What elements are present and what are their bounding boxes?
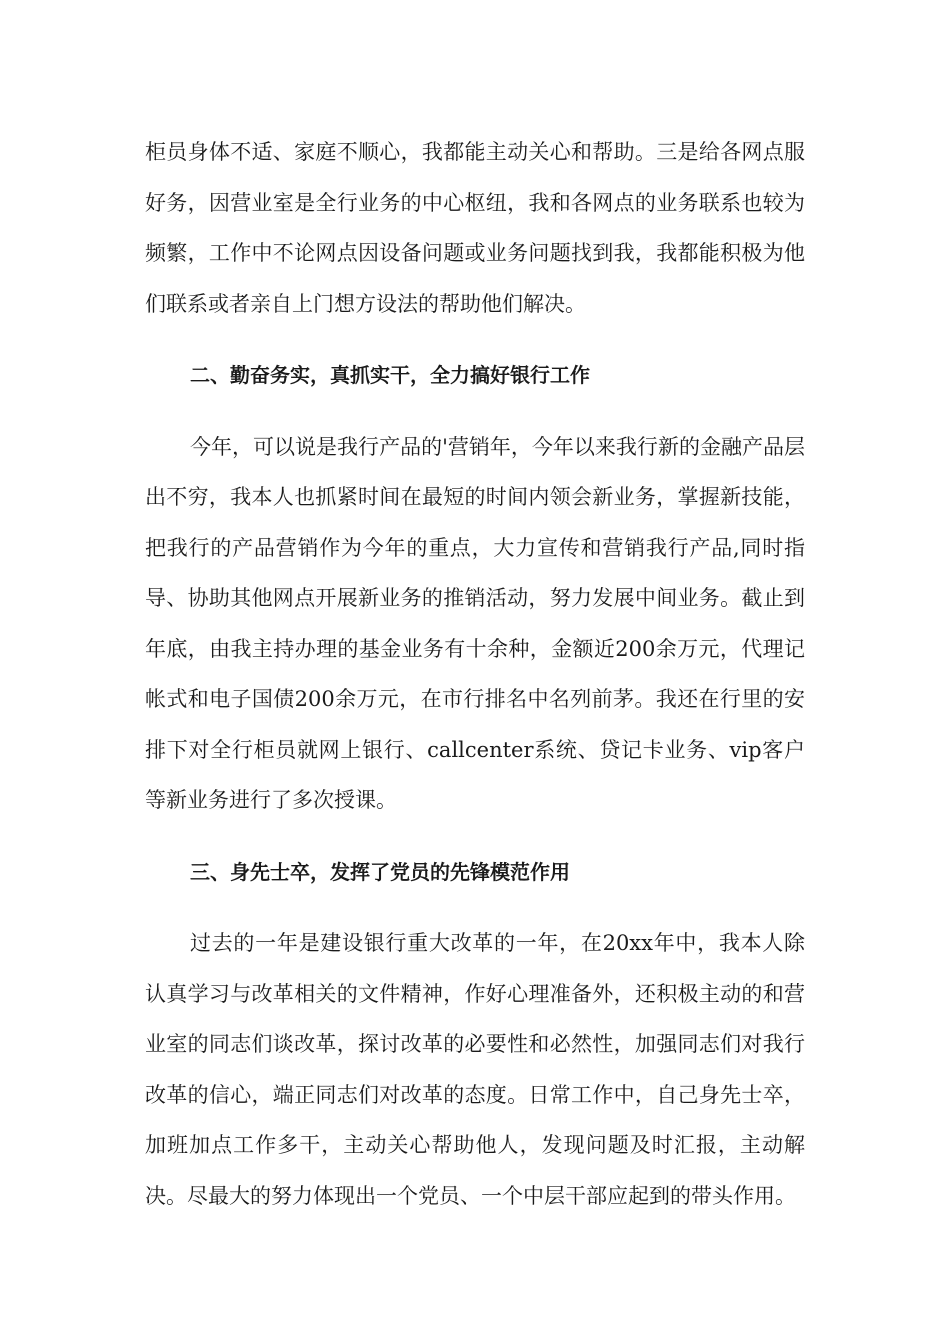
section-gap bbox=[145, 826, 805, 847]
section-heading-3: 三、身先士卒，发挥了党员的先锋模范作用 bbox=[190, 859, 570, 884]
paragraph-marketing: 今年，可以说是我行产品的'营销年，今年以来我行新的金融产品层出不穷，我本人也抓紧时间在最短的时间内领会新业务，掌握新技能，把我行的产品营销作为今年的重点，大力宣传和营销我行产品,同时指导、协助其他网点开展新业务的推销活动，努力发展中间业务。截止到年底，由我主持办理的基金业务有十余种，金额近200余万元，代理记帐式和电子国债200余万元，在市行排名中名列前茅。我还在行里的安排下对全行柜员就网上银行、callcenter系统、贷记卡业务、vip客户等新业务进行了多次授课。 bbox=[145, 434, 805, 812]
paragraph-reform: 过去的一年是建设银行重大改革的一年，在20xx年中，我本人除认真学习与改革相关的文件精神，作好心理准备外，还积极主动的和营业室的同志们谈改革，探讨改革的必要性和必然性，加强同志们对我行改革的信心，端正同志们对改革的态度。日常工作中，自己身先士卒，加班加点工作多干，主动关心帮助他人，发现问题及时汇报，主动解决。尽最大的努力体现出一个党员、一个中层干部应起到的带头作用。 bbox=[145, 931, 805, 1208]
document-body bbox=[145, 127, 805, 1221]
section-gap bbox=[145, 897, 805, 918]
section-heading-2: 二、勤奋务实，真抓实干，全力搞好银行工作 bbox=[190, 363, 590, 387]
section-gap bbox=[145, 401, 805, 422]
section-gap bbox=[145, 329, 805, 350]
paragraph-continuation: 柜员身体不适、家庭不顺心，我都能主动关心和帮助。三是给各网点服好务，因营业室是全行业务的中心枢纽，我和各网点的业务联系也较为频繁，工作中不论网点因设备问题或业务问题找到我，我都能积极为他们联系或者亲自上门想方设法的帮助他们解决。 bbox=[145, 140, 805, 316]
